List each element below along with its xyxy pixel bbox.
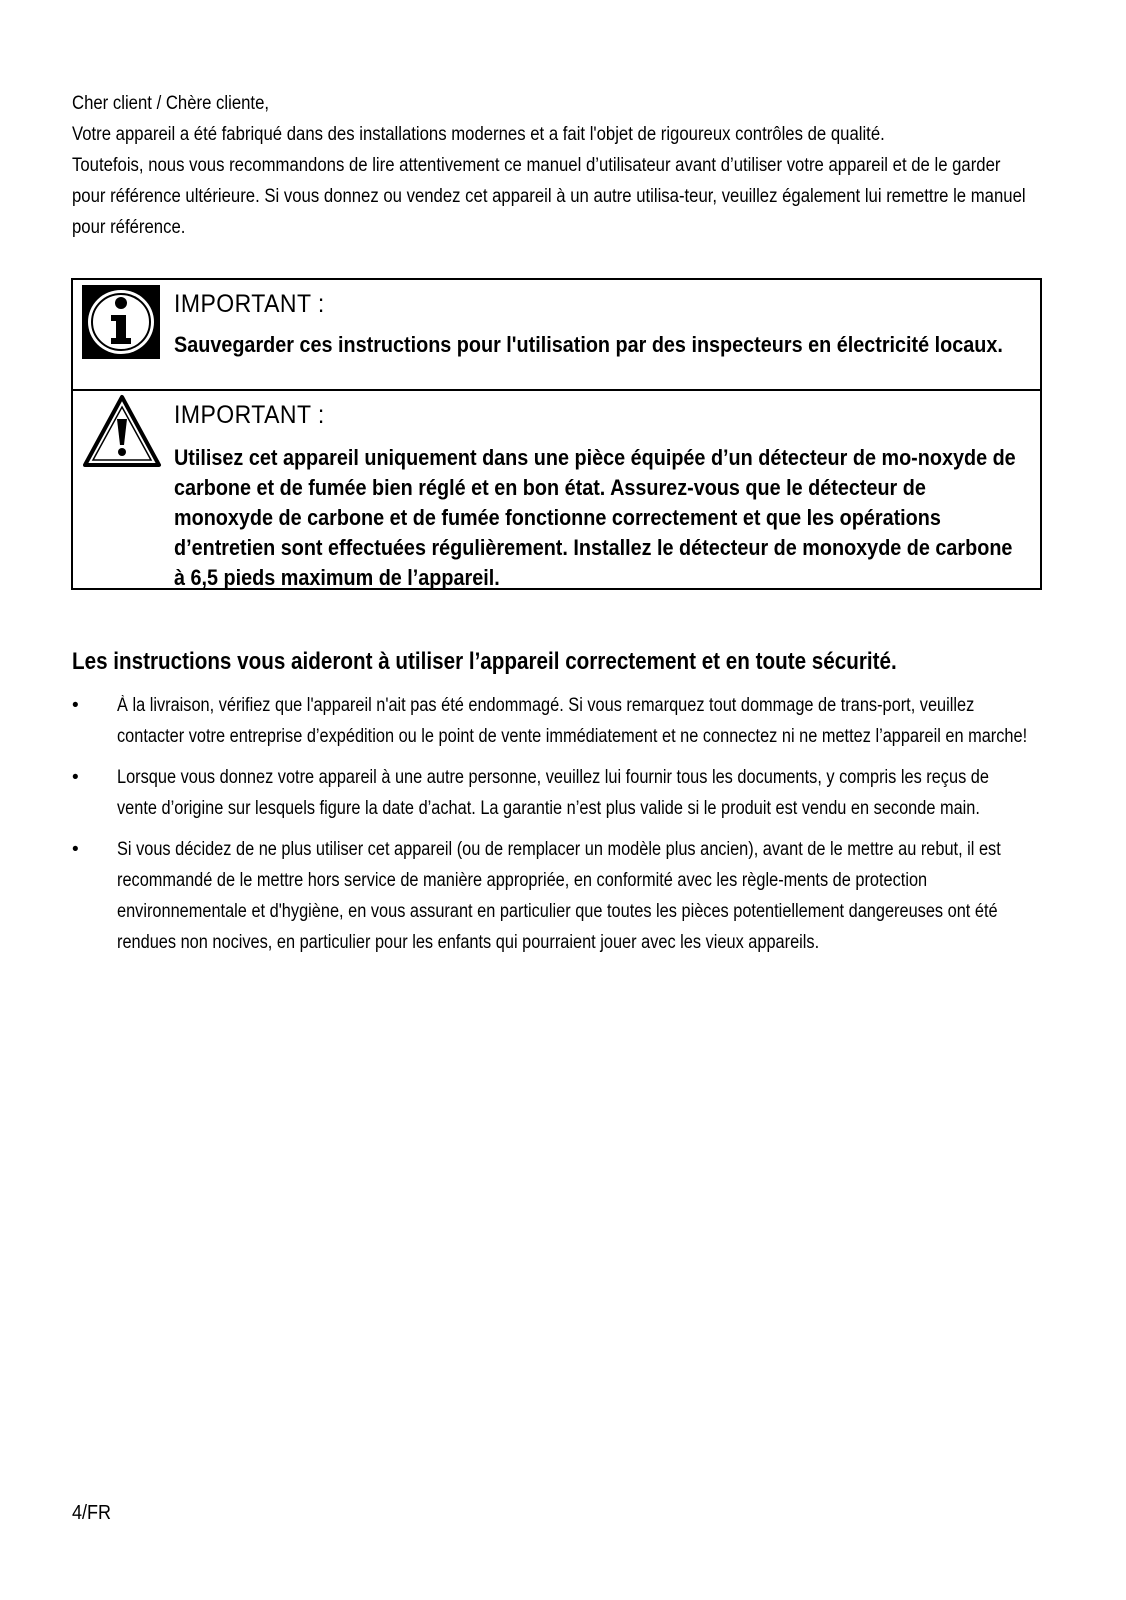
section-heading: Les instructions vous aideront à utiliser l’appareil correctement et en toute sécurité. (72, 648, 897, 675)
greeting: Cher client / Chère cliente, (72, 93, 270, 114)
intro-paragraph-2: Toutefois, nous vous recommandons de lire attentivement ce manuel d’utilisateur avant d’utiliser votre appareil et de le garder pour référence ultérieure. Si vous donnez ou vendez cet appareil à un autre utilisa-teur, veuillez également lui remettre le manuel pour référence. (72, 155, 1026, 238)
bullet-marker: • (72, 767, 79, 788)
intro-paragraph-1: Votre appareil a été fabriqué dans des installations modernes et a fait l'objet de rigoureux contrôles de qualité. (72, 124, 885, 145)
notice-text: Utilisez cet appareil uniquement dans une pièce équipée d’un détecteur de mo-noxyde de carbone et de fumée bien réglé et en bon état. Assurez-vous que le détecteur de monoxyde de carbone et de fumée fonctionne correctement et que les opérations d’entretien sont effectuées régulièrement. Installez le détecteur de monoxyde de carbone à 6,5 pieds maximum de l’appareil. (174, 445, 1016, 590)
notice-info (73, 280, 1040, 391)
bullet-marker: • (72, 839, 79, 860)
bullet-marker: • (72, 695, 79, 716)
list-item (72, 762, 1072, 824)
warning-icon (81, 393, 163, 476)
list-item-text: À la livraison, vérifiez que l'appareil n'ait pas été endommagé. Si vous remarquez tout dommage de trans-port, veuillez contacter votre entreprise d’expédition ou le point de vente immédiatement et ne connectez ni ne mettez l’appareil en marche! (117, 695, 1028, 747)
list-item (72, 834, 1072, 958)
notice-warning (73, 389, 1040, 588)
notice-title: IMPORTANT : (174, 290, 325, 318)
list-item (72, 690, 1072, 752)
notice-title: IMPORTANT : (174, 401, 325, 429)
important-notice-box (71, 278, 1042, 590)
list-item-text: Si vous décidez de ne plus utiliser cet appareil (ou de remplacer un modèle plus ancien), avant de le mettre au rebut, il est recommandé de le mettre hors service de manière appropriée, en conformité avec les règle-ments de protection environnementale et d'hygiène, en vous assurant en particulier que toutes les pièces potentiellement dangereuses ont été rendues non nocives, en particulier pour les enfants qui pourraient jouer avec les vieux appareils. (117, 839, 1001, 953)
instruction-list (72, 690, 1072, 968)
intro-section (72, 88, 1026, 243)
list-item-text: Lorsque vous donnez votre appareil à une autre personne, veuillez lui fournir tous les documents, y compris les reçus de vente d’origine sur lesquels figure la date d’achat. La garantie n’est plus valide si le produit est vendu en seconde main. (117, 767, 989, 819)
info-icon (81, 284, 161, 365)
notice-text: Sauvegarder ces instructions pour l'utilisation par des inspecteurs en électricité locaux. (174, 332, 1003, 357)
page-number: 4/FR (72, 1502, 112, 1524)
